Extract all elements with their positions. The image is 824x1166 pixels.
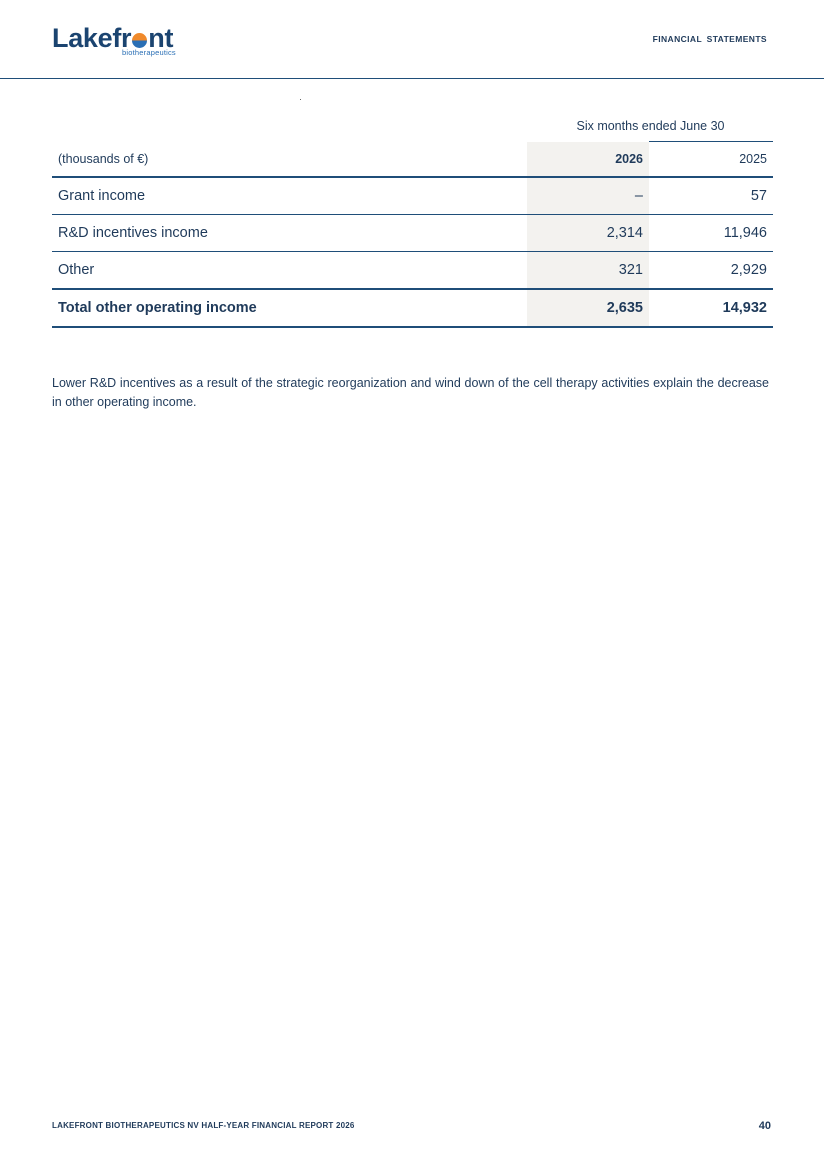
table-row: [52, 177, 773, 215]
row-label: Other: [58, 262, 95, 278]
value-2025: 11,946: [649, 215, 773, 252]
value-2026: –: [527, 177, 649, 215]
value-2025: 57: [649, 177, 773, 215]
logo-globe-icon: [132, 33, 147, 48]
company-logo: [52, 22, 176, 58]
period-label: Six months ended June 30: [576, 119, 725, 133]
explanatory-paragraph: Lower R&D incentives as a result of the strategic reorganization and wind down of the cell therapy activities explain the decrease in other operating income.: [52, 375, 769, 409]
column-header-2025: 2025: [649, 142, 773, 177]
row-label: Grant income: [52, 177, 527, 215]
row-label: R&D incentives income: [52, 215, 527, 252]
period-header: [52, 110, 773, 142]
table-row: [52, 215, 773, 252]
page-header: [0, 0, 824, 79]
value-2026: 321: [527, 252, 649, 290]
logo-text-part-1: Lakefr: [52, 23, 132, 53]
table-row: [52, 252, 773, 290]
total-row: [52, 289, 773, 327]
period-rule: [649, 141, 773, 142]
table-header-row: [52, 142, 773, 177]
income-table: [52, 142, 773, 328]
column-header-2026: 2026: [527, 142, 649, 177]
stray-dot: [300, 99, 301, 100]
other-operating-income-table: [52, 110, 773, 328]
logo-subtitle: biotherapeutics: [122, 48, 176, 57]
logo-text-part-2: nt: [148, 23, 174, 53]
footer-report-title: LAKEFRONT BIOTHERAPEUTICS NV HALF-YEAR FINANCIAL REPORT 2026: [52, 1121, 355, 1130]
page-number: 40: [758, 1120, 771, 1132]
total-value-2026: 2,635: [527, 289, 649, 327]
total-label: Total other operating income: [52, 289, 527, 327]
section-label: FINANCIAL STATEMENTS: [652, 34, 767, 44]
unit-label: (thousands of €): [52, 142, 527, 177]
value-2025: 2,929: [730, 262, 767, 278]
total-value-2025: 14,932: [649, 289, 773, 327]
value-2026: 2,314: [527, 215, 649, 252]
